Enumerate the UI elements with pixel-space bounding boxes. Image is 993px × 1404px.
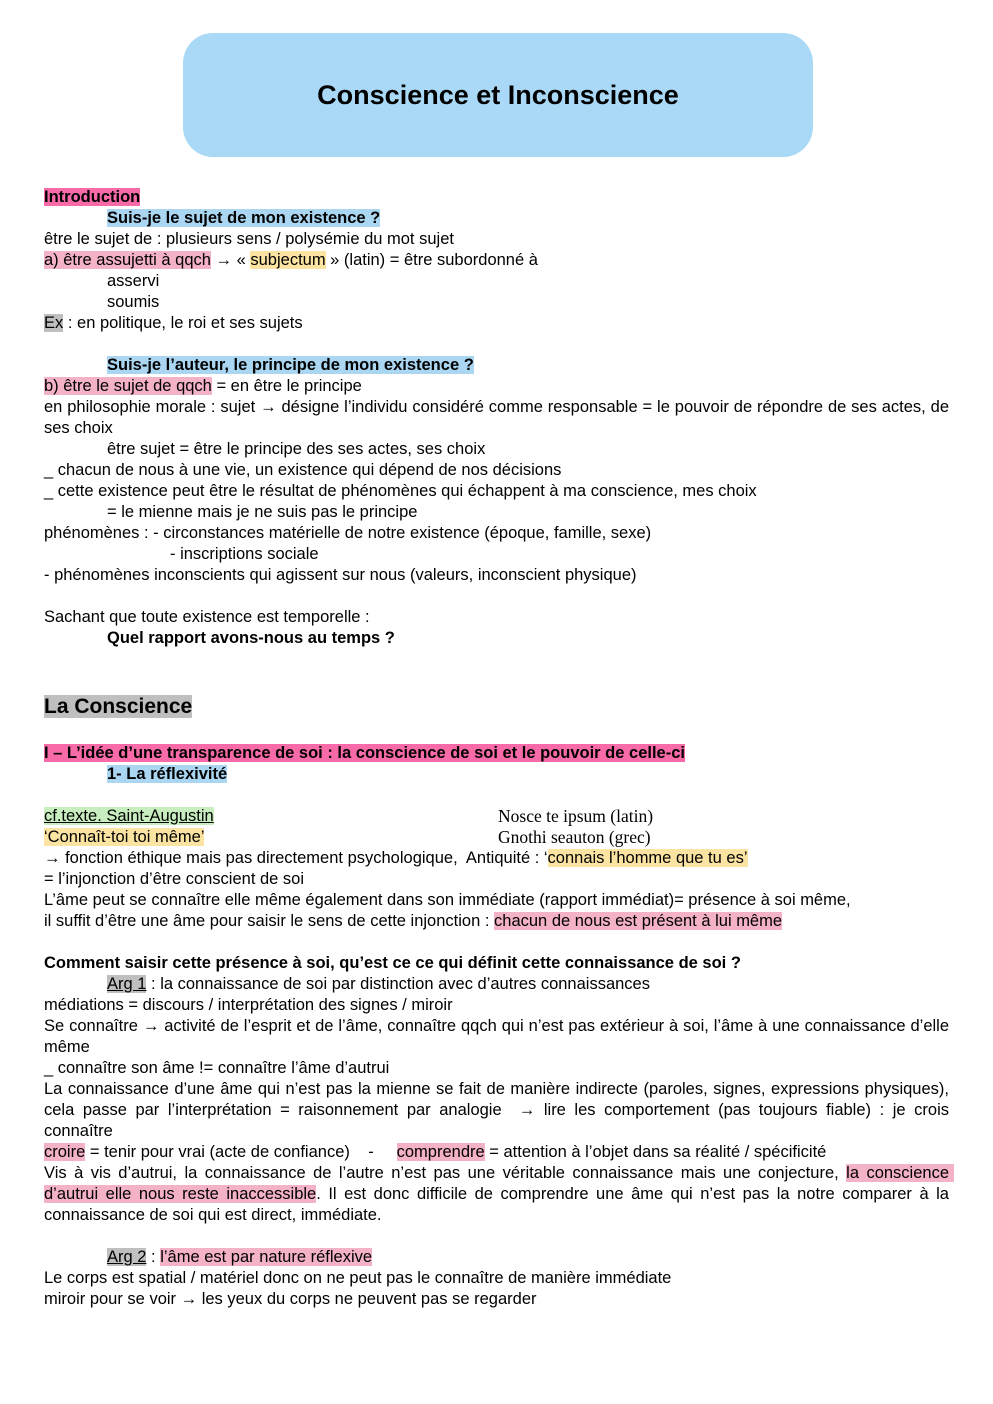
- text-segment: = en être le principe: [211, 377, 362, 395]
- text-line: [44, 397, 954, 439]
- text-segment: : en politique, le roi et ses sujets: [63, 314, 303, 332]
- text-line: [44, 292, 949, 313]
- text-line: [44, 1268, 949, 1289]
- text-segment: = attention à l’objet dans sa réalité / spécificité: [484, 1143, 827, 1161]
- text-line: [44, 544, 949, 565]
- highlight-blue: Suis-je le sujet de mon existence ?: [107, 209, 381, 227]
- text-segment: La connaissance d’une âme qui n’est pas la mienne se fait de manière indirecte (paroles, signes, expressions physiques), cela passe par l’interprétation = raisonnement par analogie → lire les comportement (pas toujours fiable) : je crois connaître: [44, 1080, 954, 1140]
- blank-line: [44, 670, 949, 691]
- text-line: [44, 502, 949, 523]
- text-line: [44, 208, 949, 229]
- highlight-lightpink: l’âme est par nature réflexive: [160, 1248, 373, 1266]
- text-line: [44, 460, 949, 481]
- text-line: [44, 953, 949, 974]
- page-title: Conscience et Inconscience: [317, 79, 679, 110]
- highlight-gray: La Conscience: [44, 695, 193, 718]
- text-segment: Sachant que toute existence est temporelle :: [44, 608, 370, 626]
- text-line: [44, 1142, 949, 1163]
- text-line: [44, 1058, 949, 1079]
- text-line: [44, 229, 949, 250]
- text-line: [44, 355, 949, 376]
- text-line: [44, 481, 949, 502]
- text-segment: être sujet = être le principe des ses actes, ses choix: [107, 440, 486, 458]
- highlight-lightpink: a) être assujetti à qqch: [44, 251, 211, 269]
- blank-line: [44, 1226, 949, 1247]
- text-segment: Se connaître → activité de l’esprit et de l’âme, connaître qqch qui n’est pas extérieur à soi, l’âme à une connaissance d’elle même: [44, 1017, 954, 1056]
- serif-annotation: Nosce te ipsum (latin): [498, 806, 654, 826]
- text-segment: : la connaissance de soi par distinction avec d’autres connaissances: [146, 975, 650, 993]
- text-line: [44, 693, 949, 721]
- text-segment: _ cette existence peut être le résultat de phénomènes qui échappent à ma conscience, mes choix: [44, 482, 757, 500]
- text-line: [44, 764, 949, 785]
- text-segment: → fonction éthique mais pas directement psychologique, Antiquité : ‘: [44, 849, 548, 867]
- text-segment: être le sujet de : plusieurs sens / polysémie du mot sujet: [44, 230, 454, 248]
- text-segment: soumis: [107, 293, 160, 311]
- highlight-gray: Arg 1: [107, 975, 147, 993]
- text-segment: asservi: [107, 272, 160, 290]
- text-line: [44, 628, 949, 649]
- text-line: [44, 974, 949, 995]
- text-line: [44, 565, 949, 586]
- highlight-lightpink: croire: [44, 1143, 86, 1161]
- text-segment: - inscriptions sociale: [170, 545, 319, 563]
- highlight-yellow: ‘Connaît-toi toi même’: [44, 828, 205, 846]
- text-line: [44, 607, 949, 628]
- text-segment: :: [146, 1248, 161, 1266]
- text-line: [44, 1016, 954, 1058]
- title-banner: [183, 33, 813, 157]
- text-line: [44, 313, 949, 334]
- text-line: [44, 250, 949, 271]
- blank-line: [44, 334, 949, 355]
- text-line: [44, 890, 949, 911]
- blank-line: [44, 932, 949, 953]
- text-segment: L’âme peut se connaître elle même également dans son immédiate (rapport immédiat)= présence à soi même,: [44, 891, 851, 909]
- blank-line: [44, 586, 949, 607]
- text-segment: miroir pour se voir → les yeux du corps ne peuvent pas se regarder: [44, 1290, 537, 1308]
- blank-line: [44, 785, 949, 806]
- highlight-yellow: subjectum: [250, 251, 326, 269]
- highlight-gray: Arg 2: [107, 1248, 147, 1266]
- text-line: [44, 827, 949, 848]
- highlight-lightpink: la conscience d’autrui elle nous reste inaccessible: [44, 1164, 954, 1203]
- text-line: [44, 911, 949, 932]
- highlight-lightpink: comprendre: [396, 1143, 485, 1161]
- highlight-lightpink: chacun de nous est présent à lui même: [494, 912, 783, 930]
- text-line: [44, 1289, 949, 1310]
- text-segment: » (latin) = être subordonné à: [325, 251, 538, 269]
- highlight-blue: Suis-je l’auteur, le principe de mon existence ?: [107, 356, 474, 374]
- text-segment: médiations = discours / interprétation des signes / miroir: [44, 996, 453, 1014]
- text-line: [44, 271, 949, 292]
- serif-annotation: Gnothi seauton (grec): [498, 827, 651, 847]
- text-line: [44, 523, 949, 544]
- text-segment: phénomènes : - circonstances matérielle de notre existence (époque, famille, sexe): [44, 524, 652, 542]
- text-segment: il suffit d’être une âme pour saisir le sens de cette injonction :: [44, 912, 495, 930]
- blank-line: [44, 722, 949, 743]
- document-body: [44, 187, 954, 1310]
- text-line: [44, 376, 949, 397]
- blank-line: [44, 649, 949, 670]
- text-line: [44, 995, 949, 1016]
- highlight-hotpink: Introduction: [44, 188, 141, 206]
- highlight-green: cf.texte. Saint-Augustin: [44, 807, 214, 825]
- highlight-lightpink: b) être le sujet de qqch: [44, 377, 212, 395]
- text-segment: _ connaître son âme != connaître l’âme d’autrui: [44, 1059, 390, 1077]
- highlight-blue: 1- La réflexivité: [107, 765, 228, 783]
- text-segment: Vis à vis d’autrui, la connaissance de l’autre n’est pas une véritable connaissance mais une conjecture,: [44, 1164, 847, 1182]
- text-line: [44, 439, 949, 460]
- text-line: [44, 743, 949, 764]
- text-segment: - phénomènes inconscients qui agissent sur nous (valeurs, inconscient physique): [44, 566, 637, 584]
- text-line: [44, 1079, 954, 1142]
- highlight-gray: Ex: [44, 314, 64, 332]
- text-segment: = tenir pour vrai (acte de confiance) -: [85, 1143, 397, 1161]
- text-line: [44, 187, 949, 208]
- text-segment: _ chacun de nous à une vie, un existence qui dépend de nos décisions: [44, 461, 562, 479]
- text-segment: = l’injonction d’être conscient de soi: [44, 870, 305, 888]
- highlight-hotpink: I – L’idée d’une transparence de soi : la conscience de soi et le pouvoir de celle-ci: [44, 744, 685, 762]
- text-line: [44, 869, 949, 890]
- text-segment: → «: [210, 251, 251, 269]
- text-line: [44, 1163, 954, 1226]
- text-segment: . Il est donc difficile de comprendre une âme qui n’est pas la notre comparer à la connaissance de soi qui est direct, immédiate.: [44, 1185, 954, 1224]
- text-line: [44, 806, 949, 827]
- text-segment: en philosophie morale : sujet → désigne l’individu considéré comme responsable = le pouvoir de répondre de ses actes, de ses choix: [44, 398, 954, 437]
- highlight-yellow: connais l’homme que tu es’: [547, 849, 748, 867]
- text-segment: Comment saisir cette présence à soi, qu’est ce ce qui définit cette connaissance de soi ?: [44, 954, 741, 972]
- text-segment: Quel rapport avons-nous au temps ?: [107, 629, 395, 647]
- text-line: [44, 1247, 949, 1268]
- text-segment: Le corps est spatial / matériel donc on ne peut pas le connaître de manière immédiate: [44, 1269, 672, 1287]
- text-segment: = le mienne mais je ne suis pas le principe: [107, 503, 418, 521]
- text-line: [44, 848, 949, 869]
